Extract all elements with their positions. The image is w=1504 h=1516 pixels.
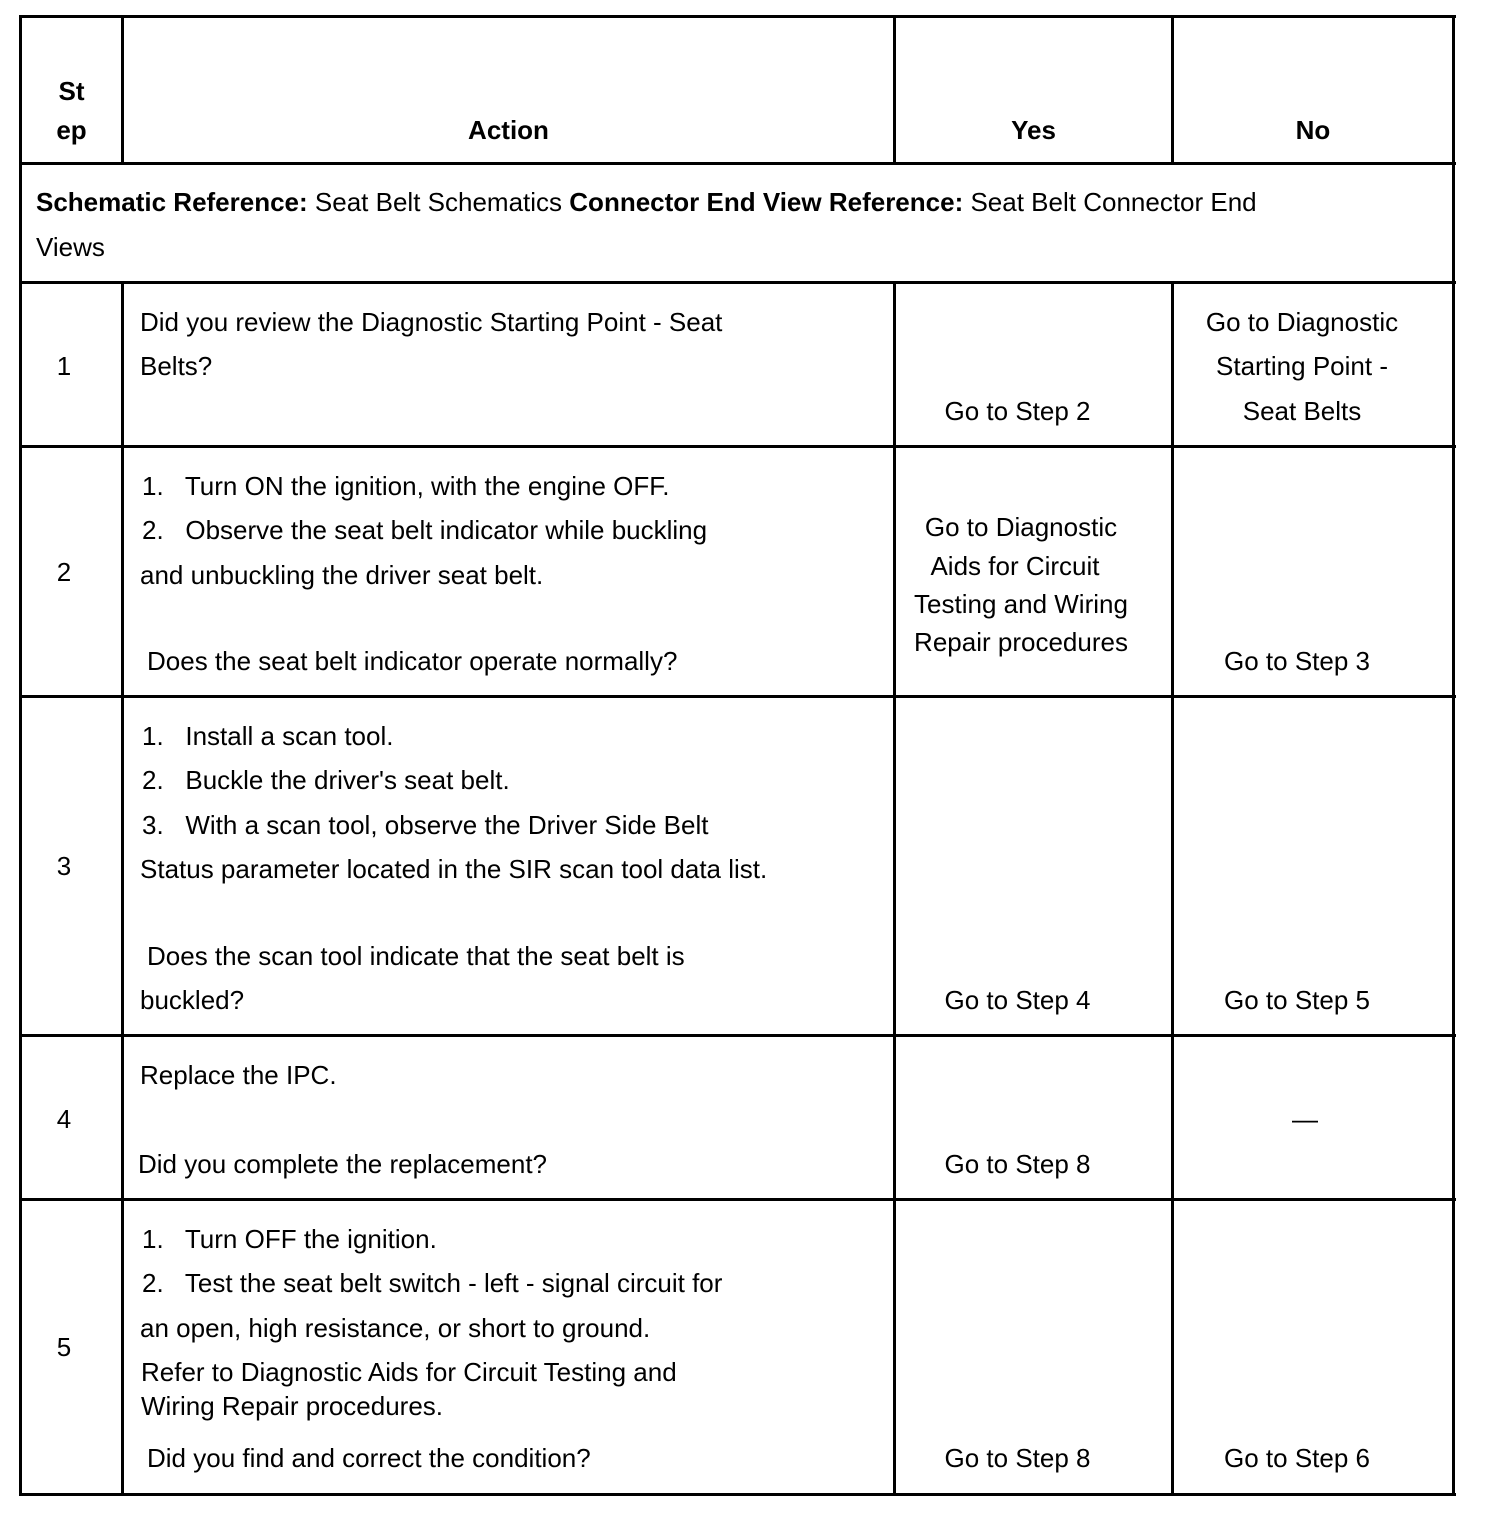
action-text: 3. With a scan tool, observe the Driver Side Belt: [142, 810, 709, 840]
action-text: Belts?: [140, 351, 213, 381]
no-result: Go to Step 3: [1224, 646, 1370, 676]
table-rule: [1452, 15, 1455, 1496]
header-step: ep: [56, 115, 87, 145]
no-result: —: [1292, 1104, 1318, 1134]
table-rule: [19, 1198, 1456, 1201]
action-text: Wiring Repair procedures.: [141, 1391, 444, 1421]
yes-result: Go to Diagnostic: [924, 512, 1118, 542]
header-action: Action: [468, 115, 549, 145]
action-text: 1. Turn ON the ignition, with the engine OFF.: [142, 471, 670, 501]
schematic-value: Seat Belt Schematics: [314, 187, 563, 217]
action-text: Did you review the Diagnostic Starting Point - Seat: [140, 307, 723, 337]
action-text: Did you complete the replacement?: [138, 1149, 548, 1179]
step-number: 2: [56, 557, 72, 587]
action-text: Status parameter located in the SIR scan tool data list.: [140, 854, 768, 884]
table-rule: [19, 1493, 1456, 1496]
yes-result: Aids for Circuit: [930, 551, 1100, 581]
no-result: Go to Step 5: [1224, 985, 1370, 1015]
table-rule: [19, 281, 1456, 284]
schematic-label: Schematic Reference:: [36, 187, 308, 217]
header-no: No: [1295, 115, 1331, 145]
yes-result: Go to Step 2: [944, 396, 1091, 426]
step-number: 4: [56, 1104, 72, 1134]
table-rule: [19, 1034, 1456, 1037]
table-rule: [19, 15, 22, 1496]
table-rule: [121, 281, 124, 1496]
action-text: 1. Turn OFF the ignition.: [142, 1224, 437, 1254]
no-result: Starting Point -: [1216, 351, 1388, 381]
no-result: Go to Diagnostic: [1205, 307, 1399, 337]
no-result: Go to Step 6: [1224, 1443, 1370, 1473]
action-text: an open, high resistance, or short to ground.: [140, 1313, 651, 1343]
yes-result: Go to Step 8: [944, 1443, 1091, 1473]
action-text: 2. Test the seat belt switch - left - signal circuit for: [142, 1268, 723, 1298]
reference-line: [36, 187, 1257, 217]
table-rule: [19, 162, 1456, 165]
table-rule: [19, 15, 1456, 18]
action-text: Does the seat belt indicator operate normally?: [147, 646, 678, 676]
action-text: Does the scan tool indicate that the seat belt is: [147, 941, 685, 971]
header-step: St: [58, 76, 85, 106]
reference-line-cont: Views: [36, 232, 105, 262]
table-rule: [19, 445, 1456, 448]
action-text: Replace the IPC.: [140, 1060, 337, 1090]
table-rule: [893, 281, 896, 1496]
yes-result: Testing and Wiring: [914, 589, 1128, 619]
action-text: 1. Install a scan tool.: [142, 721, 394, 751]
action-text: and unbuckling the driver seat belt.: [140, 560, 544, 590]
step-number: 5: [56, 1332, 72, 1362]
action-text: 2. Observe the seat belt indicator while buckling: [142, 515, 708, 545]
yes-result: Go to Step 8: [944, 1149, 1091, 1179]
step-number: 1: [56, 351, 72, 381]
action-text: buckled?: [140, 985, 245, 1015]
yes-result: Go to Step 4: [944, 985, 1091, 1015]
header-yes: Yes: [1011, 115, 1056, 145]
connector-value: Seat Belt Connector End: [970, 187, 1257, 217]
step-number: 3: [56, 851, 72, 881]
action-text: Did you find and correct the condition?: [147, 1443, 591, 1473]
yes-result: Repair procedures: [914, 627, 1128, 657]
action-text: 2. Buckle the driver's seat belt.: [142, 765, 510, 795]
no-result: Seat Belts: [1242, 396, 1362, 426]
table-rule: [1171, 281, 1174, 1496]
table-rule: [19, 695, 1456, 698]
action-text: Refer to Diagnostic Aids for Circuit Testing and: [141, 1357, 677, 1387]
connector-label: Connector End View Reference:: [569, 187, 964, 217]
